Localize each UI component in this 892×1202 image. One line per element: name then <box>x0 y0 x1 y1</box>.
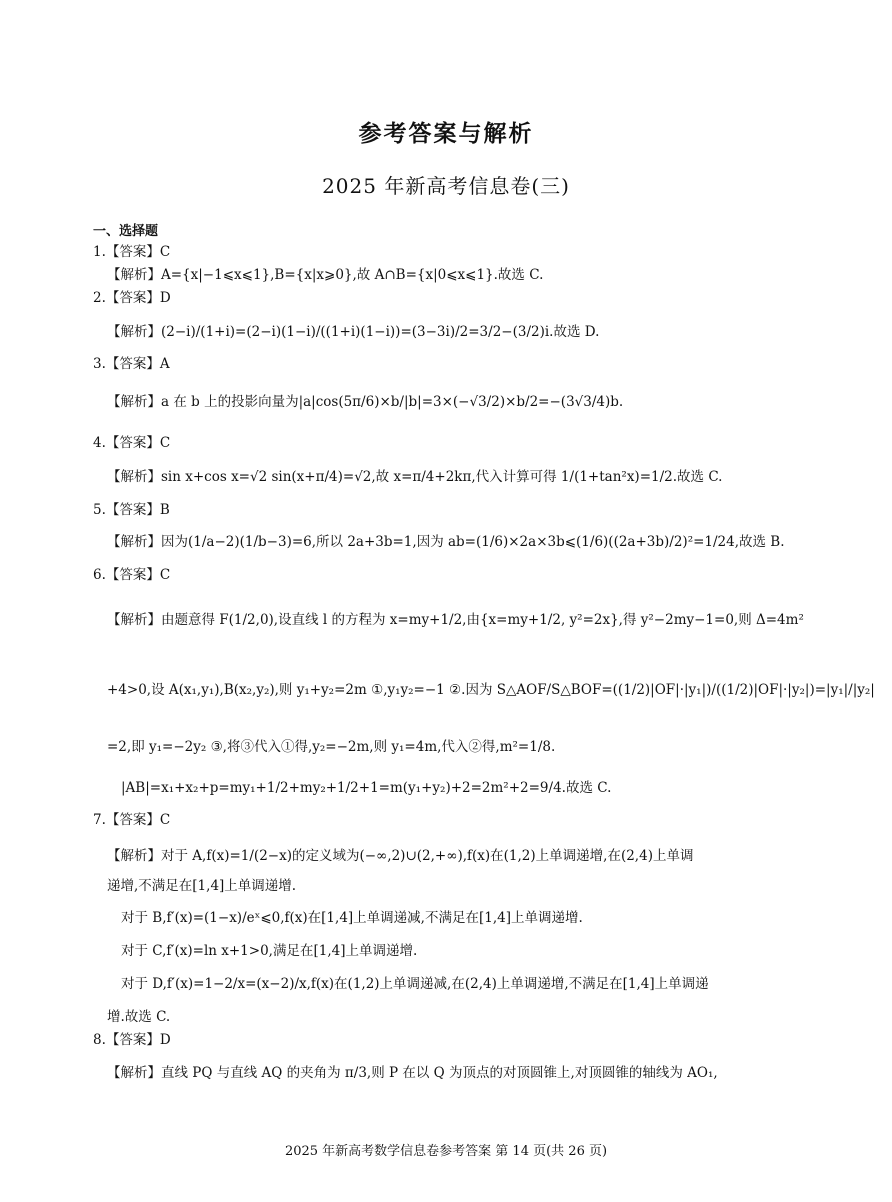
q4-answer: 4.【答案】C <box>93 435 171 451</box>
q7-explanation-4: 对于 C,f′(x)=ln x+1>0,满足在[1,4]上单调递增. <box>121 943 418 959</box>
q5-answer: 5.【答案】B <box>93 502 170 518</box>
q6-explanation-1: 【解析】由题意得 F(1/2,0),设直线 l 的方程为 x=my+1/2,由{x=my+1/2, y²=2x},得 y²−2my−1=0,则 Δ=4m² <box>107 612 804 628</box>
q4-explanation: 【解析】sin x+cos x=√2 sin(x+π/4)=√2,故 x=π/4+2kπ,代入计算可得 1/(1+tan²x)=1/2.故选 C. <box>107 469 723 485</box>
q7-explanation-1: 【解析】对于 A,f(x)=1/(2−x)的定义域为(−∞,2)∪(2,+∞),f(x)在(1,2)上单调递增,在(2,4)上单调 <box>107 848 694 864</box>
q5-explanation: 【解析】因为(1/a−2)(1/b−3)=6,所以 2a+3b=1,因为 ab=(1/6)×2a×3b⩽(1/6)((2a+3b)/2)²=1/24,故选 B. <box>107 534 785 550</box>
q7-explanation-5: 对于 D,f′(x)=1−2/x=(x−2)/x,f(x)在(1,2)上单调递减,在(2,4)上单调递增,不满足在[1,4]上单调递 <box>121 976 709 992</box>
page-subtitle: 2025 年新高考信息卷(三) <box>322 174 570 198</box>
q6-answer: 6.【答案】C <box>93 567 171 583</box>
q6-explanation-4: |AB|=x₁+x₂+p=my₁+1/2+my₂+1/2+1=m(y₁+y₂)+2=2m²+2=9/4.故选 C. <box>121 780 612 796</box>
q1-explanation: 【解析】A={x|−1⩽x⩽1},B={x|x⩾0},故 A∩B={x|0⩽x⩽1}.故选 C. <box>107 267 544 283</box>
q7-explanation-6: 增.故选 C. <box>107 1009 171 1025</box>
q6-explanation-2: +4>0,设 A(x₁,y₁),B(x₂,y₂),则 y₁+y₂=2m ①,y₁y₂=−1 ②.因为 S△AOF/S△BOF=((1/2)|OF|·|y₁|)/((1/2)|OF|·|y₂|)=|y₁|/|y₂| <box>107 682 875 698</box>
page-footer: 2025 年新高考数学信息卷参考答案 第 14 页(共 26 页) <box>284 1144 608 1159</box>
q7-explanation-2: 递增,不满足在[1,4]上单调递增. <box>107 878 297 894</box>
q7-answer: 7.【答案】C <box>93 812 171 828</box>
section-title: 一、选择题 <box>93 224 159 239</box>
q8-explanation: 【解析】直线 PQ 与直线 AQ 的夹角为 π/3,则 P 在以 Q 为顶点的对顶圆锥上,对顶圆锥的轴线为 AO₁, <box>107 1065 718 1081</box>
q8-answer: 8.【答案】D <box>93 1032 171 1048</box>
q2-answer: 2.【答案】D <box>93 290 171 306</box>
q2-explanation: 【解析】(2−i)/(1+i)=(2−i)(1−i)/((1+i)(1−i))=(3−3i)/2=3/2−(3/2)i.故选 D. <box>107 324 600 340</box>
q7-explanation-3: 对于 B,f′(x)=(1−x)/eˣ⩽0,f(x)在[1,4]上单调递减,不满足在[1,4]上单调递增. <box>121 910 583 926</box>
q1-answer: 1.【答案】C <box>93 244 171 260</box>
q6-explanation-3: =2,即 y₁=−2y₂ ③,将③代入①得,y₂=−2m,则 y₁=4m,代入②得,m²=1/8. <box>107 739 556 755</box>
q3-explanation: 【解析】a 在 b 上的投影向量为|a|cos(5π/6)×b/|b|=3×(−√3/2)×b/2=−(3√3/4)b. <box>107 394 624 410</box>
q3-answer: 3.【答案】A <box>93 356 170 372</box>
page-title: 参考答案与解析 <box>358 121 534 147</box>
